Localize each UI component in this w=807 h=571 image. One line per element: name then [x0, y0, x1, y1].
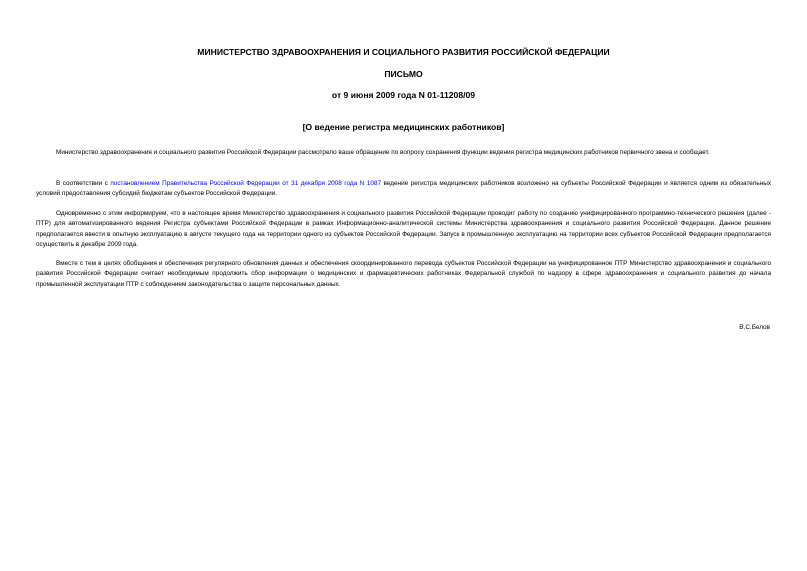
document-subject: [О ведение регистра медицинских работников]: [302, 122, 505, 132]
ministry-title: МИНИСТЕРСТВО ЗДРАВООХРАНЕНИЯ И СОЦИАЛЬНОГО РАЗВИТИЯ РОССИЙСКОЙ ФЕДЕРАЦИИ: [197, 47, 610, 57]
paragraph-4: Вместе с тем в целях обобщения и обеспечения регулярного обновления данных и обеспечения скоординированного перевода субъектов Российской Федерации на унифицированное ПТР Министерство здравоохранения и социального развития Российской Федерации считает необходимым продолжить сбор информации о медицинских и фармацевтических работниках Федеральной службой по надзору в сфере здравоохранения и социального развития до начала промышленной эксплуатации ПТР с соблюдением законодательства о защите персональных данных.: [36, 260, 771, 288]
government-decree-link[interactable]: постановлением Правительства Российской Федерации от 31 декабря 2008 года N 1087: [110, 180, 382, 187]
signature: В.С.Белов: [739, 324, 770, 331]
document-date-number: от 9 июня 2009 года N 01-11208/09: [331, 90, 476, 100]
paragraph-2: [36, 179, 771, 200]
document-type: ПИСЬМО: [384, 69, 423, 79]
paragraph-3: Одновременно с этим информируем, что в настоящее время Министерство здравоохранения и социального развития Российской Федерации проводит работу по созданию унифицированного программно-технического решения (далее - ПТР) для автоматизированного ведения Регистра субъектами Российской Федерации в рамках Информационно-аналитической системы Министерства здравоохранения и социального развития Российской Федерации. Данное решение предполагается ввести в опытную эксплуатацию в августе текущего года на территории одного из субъектов Российской Федерации. Запуск в промышленную эксплуатацию на территории всех субъектов Российской Федерации предполагается осуществить в декабре 2009 года.: [36, 210, 771, 248]
paragraph-2-start: В соответствии с: [56, 180, 111, 187]
paragraph-1: Министерство здравоохранения и социального развития Российской Федерации рассмотрело ваше обращение по вопросу сохранения функции ведения регистра медицинских работников первичного звена и сообщает.: [56, 149, 710, 156]
paragraph-2-end: ведение регистра медицинских работников возложено на субъекты Российской Федерации и является одним из обязательных условий предоставления субсидий бюджетам субъектов Российской Федерации.: [36, 180, 772, 198]
